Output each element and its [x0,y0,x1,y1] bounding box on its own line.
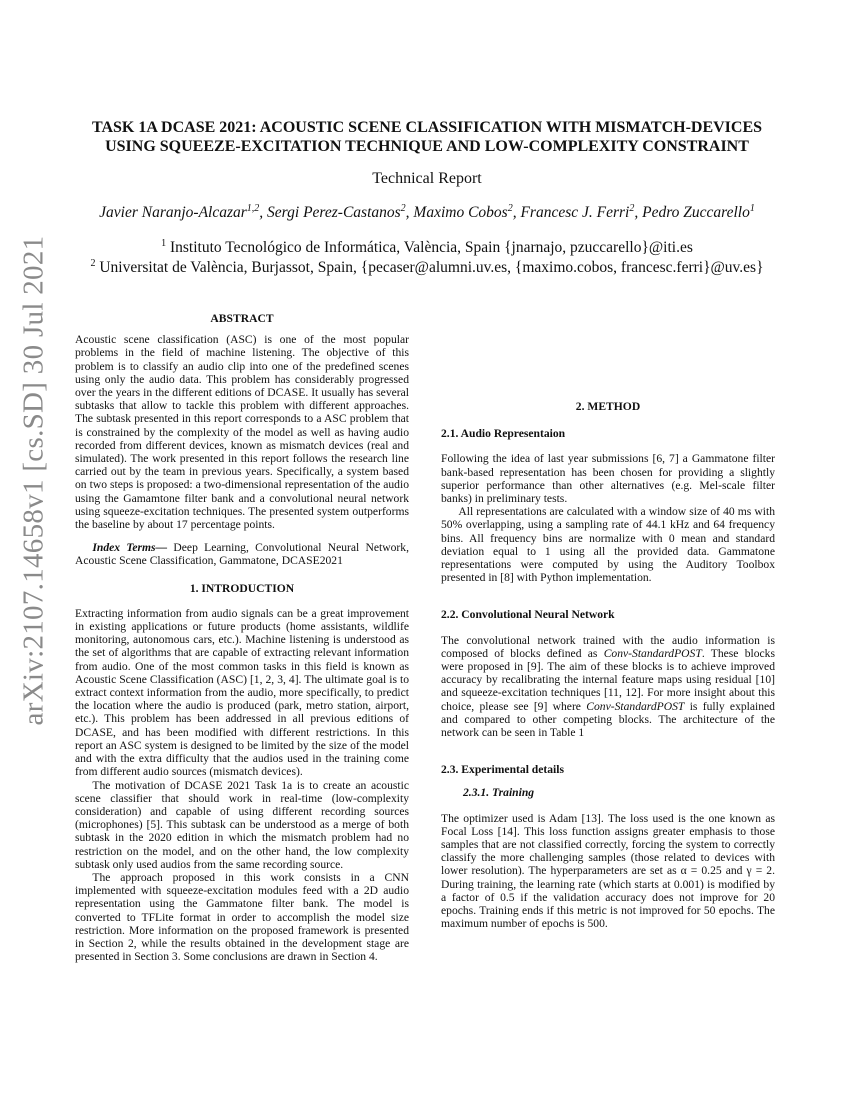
affiliation: $^2$ Universitat de València, Burjassot, Spain, {pecaser@alumni.uv.es, {maximo.cobos, francesc.ferri}@uv.es} [90,257,764,276]
author: Sergi Perez-Castanos$^2$, [267,202,414,221]
author: Pedro Zuccarello$^1$ [642,202,755,221]
title-line: USING SQUEEZE-EXCITATION TECHNIQUE AND LOW-COMPLEXITY CONSTRAINT [105,138,749,155]
affiliations [60,238,794,278]
intro-paragraph: The motivation of DCASE 2021 Task 1a is to create an acoustic scene classifier that should work in real-time (low-complexity consideration) and capable of using different recording sources (microphones) [5]. This subtask can be understood as a merge of both subtask in the 2020 edition in which the mismatch problem had no restriction on the model, and on the other hand, the low complexity subtask only used audios from the same recording source. [75,778,409,871]
method-paragraph: Following the idea of last year submissions [6, 7] a Gammatone filter bank-based representation has been chosen for providing a slightly superior performance than other alternatives (e.g. Mel-scale filter banks) in preliminary tests. [441,452,775,506]
introduction-heading: 1. INTRODUCTION [189,581,295,595]
index-terms: Index Terms— Deep Learning, Convolutional Neural Network, Acoustic Scene Classification, Gammatone, DCASE2021 [75,541,409,568]
paper-header [60,118,794,278]
abstract-text: Acoustic scene classification (ASC) is one of the most popular problems in the field of machine listening. The objective of this problem is to classify an audio clip into one of the predefined scenes using only the audio data. This problem has considerably progressed over the years in the different editions of DCASE. It usually has several subtasks that allow to tackle this problem with different approaches. The subtask presented in this report corresponds to a ASC problem that is constrained by the complexity of the model as well as having audio recorded from different devices, known as mismatch devices (real and simulated). The work presented in this report follows the research line carried out by the team in previous years. Specifically, a system based on two steps is proposed: a two-dimensional representation of the audio using the Gamamtone filter bank and a convolutional neural network using squeeze-excitation techniques. The presented system outperforms the baseline by about 17 percentage points. [75,333,409,532]
affiliation: $^1$ Instituto Tecnológico de Informática, València, Spain {jnarnajo, pzuccarello}@iti.es [161,237,693,256]
intro-paragraph: Extracting information from audio signals can be a great improvement in existing applications or future products (home assistants, wildlife monitoring, autonomous cars, etc.). Machine listening is understood as the set of algorithms that are capable of extracting relevant information from audio. One of the most common tasks in this field is known as Acoustic Scene Classification (ASC) [1, 2, 3, 4]. The ultimate goal is to extract context information from the audio, more specifically, to predict the location where the audio is produced (park, metro station, airport, etc.). This problem has been addressed in all previous editions of DCASE, and has been modified with different restrictions. In this report an ASC system is designed to be limited by the size of the model and with the extra difficulty that the audios used in the training come from different audio sources (mismatch devices). [75,606,409,779]
method-heading: 2. METHOD [575,400,641,413]
paper-subtitle: Technical Report [372,170,482,187]
paper-title [60,118,794,156]
author: Javier Naranjo-Alcazar$^{1,2}$, [99,202,268,221]
subsection-heading: 2.2. Convolutional Neural Network [441,608,615,622]
subsubsection-heading: 2.3.1. Training [463,786,535,800]
left-column [75,312,409,963]
author: Maximo Cobos$^2$, [413,202,521,221]
author: Francesc J. Ferri$^2$, [520,202,643,221]
subsection-heading: 2.3. Experimental details [441,763,565,777]
author-list [60,204,794,222]
abstract-heading: ABSTRACT [210,312,274,325]
method-paragraph: The optimizer used is Adam [13]. The loss used is the one known as Focal Loss [14]. This loss function assigns greater emphasis to those samples that are not classified correctly, forcing the system to correctly classify the more challenging samples (those related to devices with lower resolution). The hyperparameters are set as α = 0.25 and γ = 2. During training, the learning rate (which starts at 0.001) is modified by a factor of 0.5 if the validation accuracy does not improve for 20 epochs. Training ends if this metric is not improved for 50 epochs. The maximum number of epochs is 500. [441,811,775,931]
method-paragraph: All representations are calculated with a window size of 40 ms with 50% overlapping, using a sampling rate of 44.1 kHz and 64 frequency bins. All frequency bins are normalize with 0 mean and standard deviation equal to 1 using all the provided data. Gammatone representations were computed by using the Auditory Toolbox presented in [8] with Python implementation. [441,505,775,585]
subsection-heading: 2.1. Audio Representaion [441,427,566,441]
title-line: TASK 1A DCASE 2021: ACOUSTIC SCENE CLASSIFICATION WITH MISMATCH-DEVICES [91,119,763,136]
right-column [441,312,775,931]
arxiv-stamp: arXiv:2107.14658v1 [cs.SD] 30 Jul 2021 [17,235,50,725]
method-paragraph: The convolutional network trained with the audio information is composed of blocks defined as Conv-StandardPOST. These blocks were proposed in [9]. The aim of these blocks is to achieve improved accuracy by recalibrating the internal feature maps using residual [10] and squeeze-excitation techniques [11, 12]. For more insight about this choice, please see [9] where Conv-StandardPOST is fully explained and compared to other competing blocks. The architecture of the network can be seen in Table 1 [441,633,775,740]
intro-paragraph: The approach proposed in this work consists in a CNN implemented with squeeze-excitation modules feed with a 2D audio representation using the Gammatone filter bank. The model is converted to TFLite format in order to accomplish the model size restriction. More information on the proposed framework is presented in Section 2, while the results obtained in the development stage are presented in Section 3. Some conclusions are drawn in Section 4. [75,870,409,964]
